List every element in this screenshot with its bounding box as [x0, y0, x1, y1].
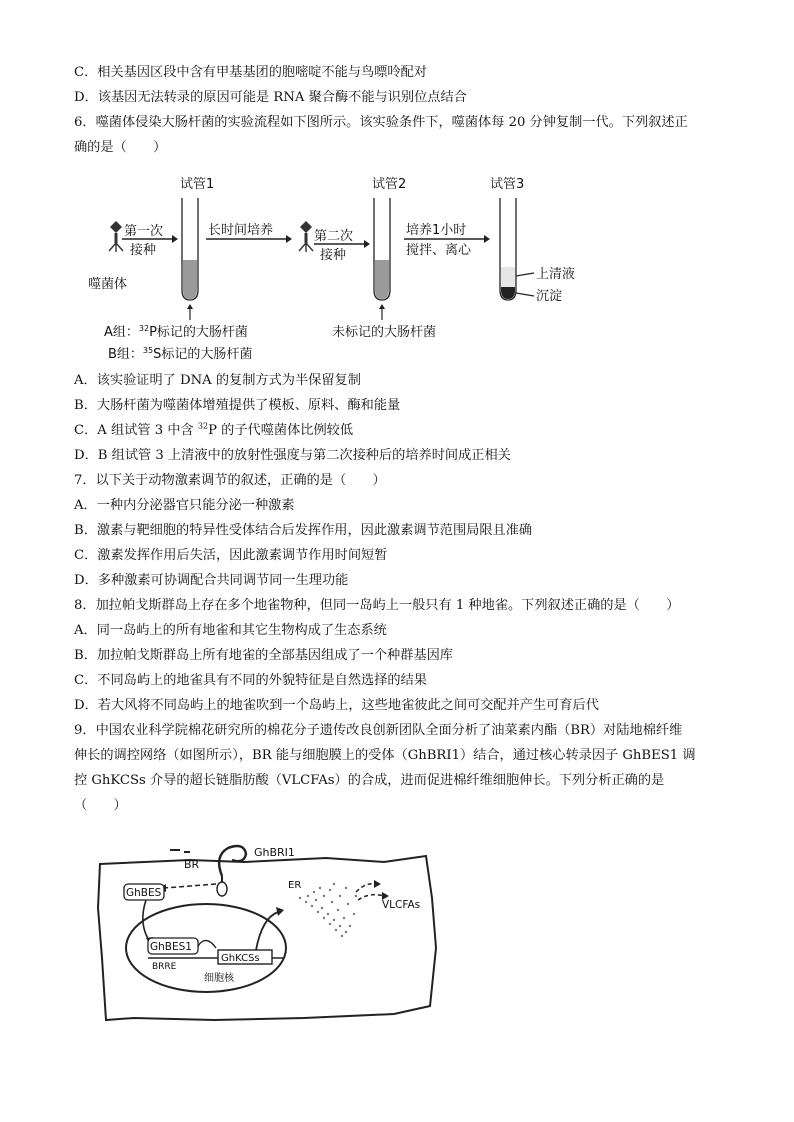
ghbes1-label: GhBES1: [150, 941, 192, 953]
q8-stem: 8．加拉帕戈斯群岛上存在多个地雀物种，但同一岛屿上一般只有 1 种地雀。下列叙述正确的是（ ）: [74, 598, 680, 613]
brre-label: BRRE: [152, 962, 177, 972]
tube1-label: 试管1: [180, 177, 215, 192]
q7-stem: 7．以下关于动物激素调节的叙述，正确的是（ ）: [74, 473, 386, 488]
ghkcss-label: GhKCSs: [221, 953, 260, 964]
q7-option-b: B．激素与靶细胞的特异性受体结合后发挥作用，因此激素调节范围局限且准确: [74, 523, 533, 538]
q8-option-c: C．不同岛屿上的地雀具有不同的外貌特征是自然选择的结果: [74, 673, 427, 688]
tube3-label: 试管3: [490, 177, 525, 192]
vlcfas-label: VLCFAs: [382, 899, 421, 911]
q6-option-b: B．大肠杆菌为噬菌体增殖提供了模板、原料、酶和能量: [74, 398, 401, 413]
culture-1h-label: 培养1小时: [406, 223, 467, 238]
q6-stem-cont: 确的是（ ）: [74, 140, 167, 155]
q7-option-a: A．一种内分泌器官只能分泌一种激素: [74, 498, 295, 513]
q6-option-c: C．A 组试管 3 中含 $^{32}$P 的子代噬菌体比例较低: [74, 421, 354, 438]
phage-label: 噬菌体: [88, 277, 128, 292]
test-tube-3: [500, 198, 516, 300]
tube2-label: 试管2: [372, 177, 407, 192]
receptor-icon: [217, 846, 246, 896]
q5-option-c: C．相关基因区段中含有甲基基团的胞嘧啶不能与鸟嘌呤配对: [74, 65, 427, 80]
step2-label-b: 接种: [320, 248, 347, 263]
q8-option-a: A．同一岛屿上的所有地雀和其它生物构成了生态系统: [74, 623, 387, 638]
step2-label-a: 第二次: [314, 229, 354, 244]
er-label: ER: [288, 880, 302, 891]
ghbri1-label: GhBRI1: [254, 846, 295, 859]
group-b-label: B组：$^{35}$S标记的大肠杆菌: [108, 346, 253, 362]
er-stipple: [299, 883, 357, 937]
precipitate-label: 沉淀: [536, 289, 563, 304]
test-tube-2: [374, 198, 390, 300]
br-label: BR: [184, 858, 200, 871]
phage-icon: [299, 221, 313, 252]
long-culture-label: 长时间培养: [208, 223, 274, 238]
phage-icon: [109, 221, 123, 252]
q7-option-c: C．激素发挥作用后失活，因此激素调节作用时间短暂: [74, 548, 388, 563]
q6-option-a: A．该实验证明了 DNA 的复制方式为半保留复制: [74, 373, 361, 388]
supernatant-label: 上清液: [536, 267, 576, 282]
step1-label-b: 接种: [130, 243, 157, 258]
q8-option-d: D．若大风将不同岛屿上的地雀吹到一个岛屿上，这些地雀彼此之间可交配并产生可育后代: [74, 698, 599, 713]
step1-label-a: 第一次: [124, 224, 164, 239]
ghbes-label: GhBES: [126, 887, 162, 899]
group-a-label: A组：$^{32}$P标记的大肠杆菌: [104, 324, 248, 340]
q9-stem-1: 9．中国农业科学院棉花研究所的棉花分子遗传改良创新团队全面分析了油菜素内酯（BR）对陆地棉纤维: [74, 723, 683, 738]
test-tube-1: [182, 198, 198, 300]
stir-centrifuge-label: 搅拌、离心: [406, 243, 472, 258]
q9-stem-4: （ ）: [74, 798, 127, 813]
nucleus-label: 细胞核: [204, 973, 234, 984]
q5-option-d: D．该基因无法转录的原因可能是 RNA 聚合酶不能与识别位点结合: [74, 90, 467, 105]
unlabeled-ecoli-label: 未标记的大肠杆菌: [332, 325, 437, 340]
phage-experiment-figure: [88, 172, 648, 364]
q8-option-b: B．加拉帕戈斯群岛上所有地雀的全部基因组成了一个种群基因库: [74, 648, 453, 663]
q9-stem-2: 伸长的调控网络（如图所示），BR 能与细胞膜上的受体（GhBRI1）结合，通过核心转录因子 GhBES1 调: [74, 748, 696, 763]
br-signaling-figure: [94, 838, 454, 1034]
q7-option-d: D．多种激素可协调配合共同调节同一生理功能: [74, 573, 349, 588]
q6-option-d: D．B 组试管 3 上清液中的放射性强度与第二次接种后的培养时间成正相关: [74, 448, 511, 463]
q9-stem-3: 控 GhKCSs 介导的超长链脂肪酸（VLCFAs）的合成，进而促进棉纤维细胞伸长。下列分析正确的是: [74, 773, 665, 788]
q6-stem: 6．噬菌体侵染大肠杆菌的实验流程如下图所示。该实验条件下，噬菌体每 20 分钟复制一代。下列叙述正: [74, 115, 688, 130]
